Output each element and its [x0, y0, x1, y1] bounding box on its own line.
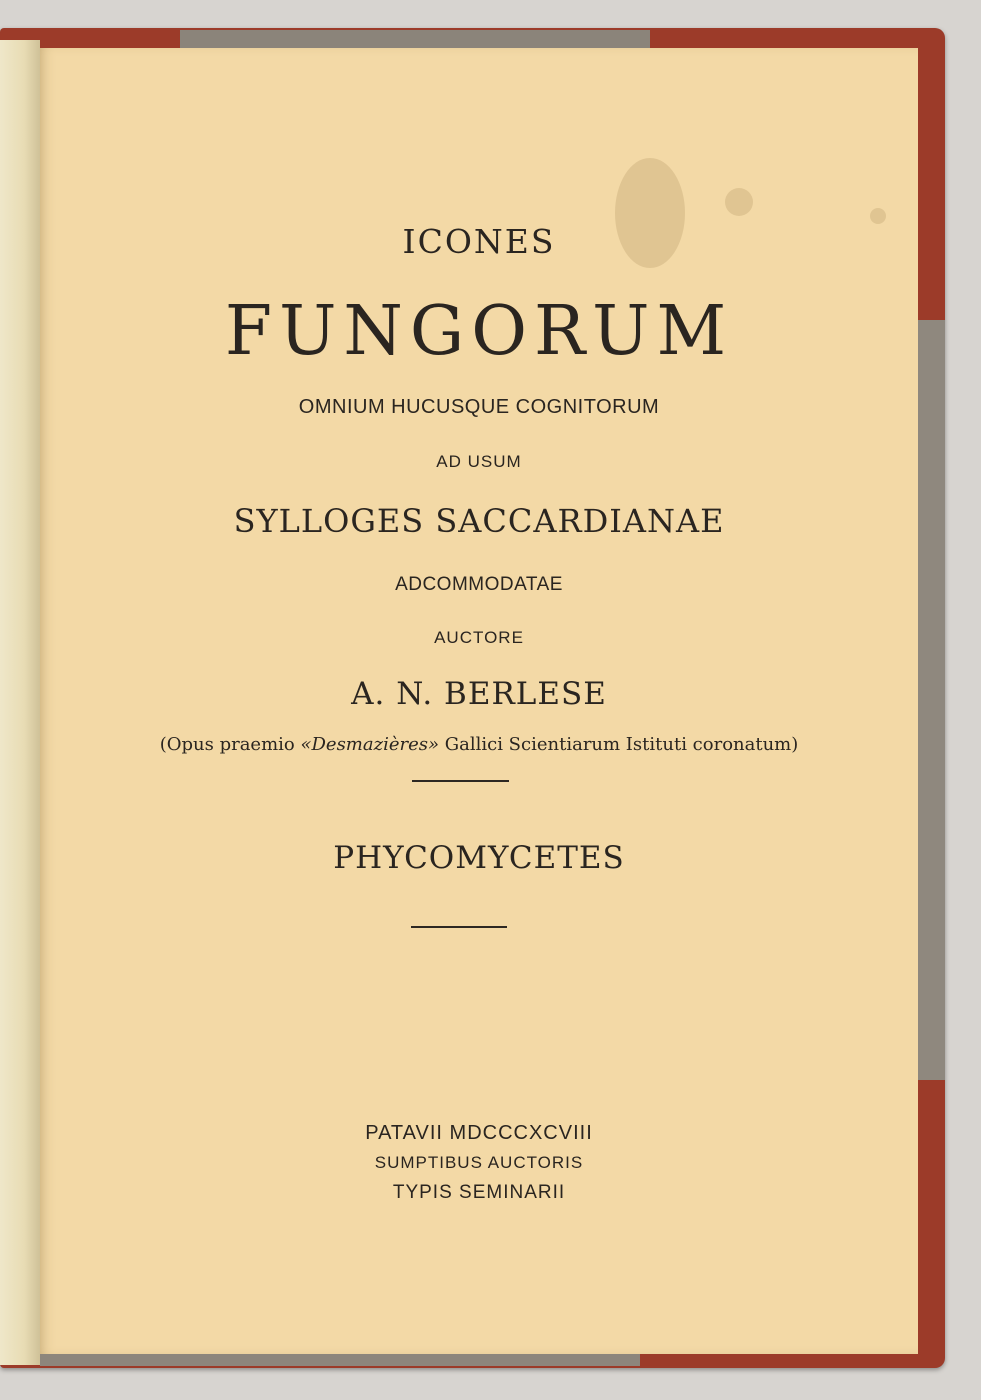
section-title: PHYCOMYCETES — [333, 840, 625, 876]
author-name: A. N. BERLESE — [351, 676, 607, 712]
divider-rule — [411, 926, 507, 928]
subtitle-adcommodatae: ADCOMMODATAE — [395, 574, 563, 595]
divider-rule — [412, 780, 509, 782]
title-line-icones: ICONES — [402, 222, 556, 261]
subtitle-ad-usum: AD USUM — [436, 452, 522, 471]
cloth-strip-bottom — [40, 1354, 640, 1366]
prize-note-after: Gallici Scientiarum Istituti coronatum) — [439, 734, 799, 755]
label-auctore: AUCTORE — [434, 628, 524, 647]
cloth-strip-top — [180, 30, 650, 48]
foxing-stain — [725, 188, 753, 216]
cloth-strip-right — [915, 320, 945, 1080]
imprint-publisher: SUMPTIBUS AUCTORIS — [374, 1153, 584, 1172]
facing-page-edge — [0, 40, 40, 1365]
prize-note-prize: «Desmazières» — [300, 734, 440, 755]
prize-note — [40, 734, 918, 755]
imprint-printer: TYPIS SEMINARII — [392, 1182, 566, 1203]
title-line-fungorum: FUNGORUM — [224, 292, 734, 371]
imprint-place-year: PATAVII MDCCCXCVIII — [365, 1122, 593, 1144]
prize-note-before: (Opus praemio — [159, 734, 301, 755]
subtitle-omnium: OMNIUM HUCUSQUE COGNITORUM — [298, 396, 660, 418]
subtitle-sylloges: SYLLOGES SACCARDIANAE — [233, 502, 725, 540]
